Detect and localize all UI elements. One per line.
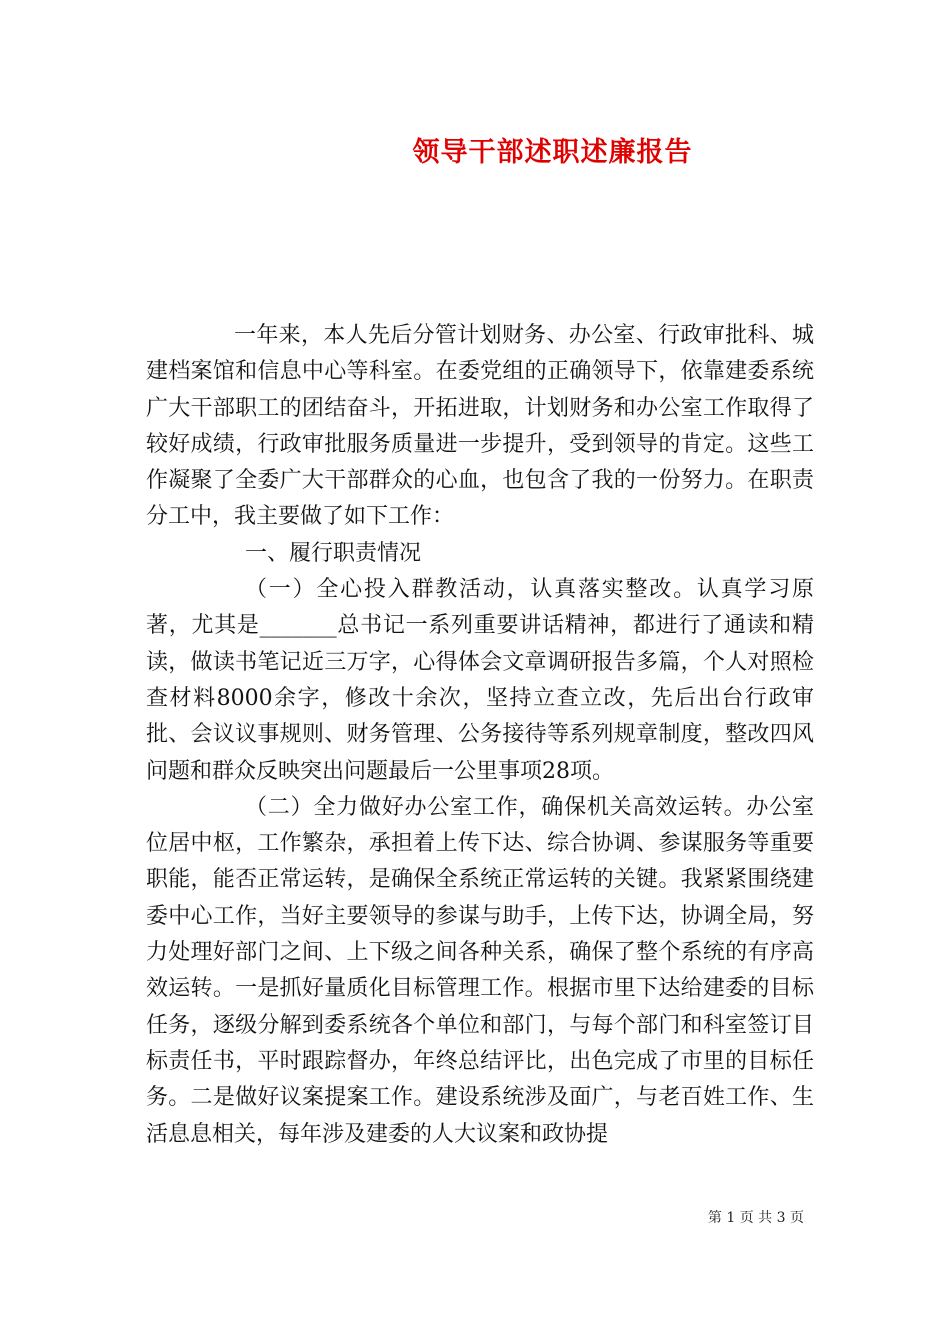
subsection-paragraph-1: （一）全心投入群教活动，认真落实整改。认真学习原著，尤其是_______总书记一系列重要讲话精神，都进行了通读和精读，做读书笔记近三万字，心得体会文章调研报告多篇，个人对照检查材料8000余字，修改十余次，坚持立查立改，先后出台行政审批、会议议事规则、财务管理、公务接待等系列规章制度，整改四风问题和群众反映突出问题最后一公里事项28项。	[146, 577, 814, 784]
document-body	[146, 318, 814, 1153]
subsection-paragraph-2: （二）全力做好办公室工作，确保机关高效运转。办公室位居中枢，工作繁杂，承担着上传下达、综合协调、参谋服务等重要职能，能否正常运转，是确保全系统正常运转的关键。我紧紧围绕建委中心工作，当好主要领导的参谋与助手，上传下达，协调全局，努力处理好部门之间、上下级之间各种关系，确保了整个系统的有序高效运转。一是抓好量质化目标管理工作。根据市里下达给建委的目标任务，逐级分解到委系统各个单位和部门，与每个部门和科室签订目标责任书，平时跟踪督办，年终总结评比，出色完成了市里的目标任务。二是做好议案提案工作。建设系统涉及面广，与老百姓工作、生活息息相关，每年涉及建委的人大议案和政协提	[146, 794, 814, 1147]
document-title: 领导干部述职述廉报告	[412, 137, 693, 168]
section-heading: 一、履行职责情况	[245, 540, 422, 566]
intro-paragraph: 一年来，本人先后分管计划财务、办公室、行政审批科、城建档案馆和信息中心等科室。在委党组的正确领导下，依靠建委系统广大干部职工的团结奋斗，开拓进取，计划财务和办公室工作取得了较好成绩，行政审批服务质量进一步提升，受到领导的肯定。这些工作凝聚了全委广大干部群众的心血，也包含了我的一份努力。在职责分工中，我主要做了如下工作：	[146, 323, 814, 530]
page-footer: 第 1 页 共 3 页	[707, 1210, 804, 1226]
